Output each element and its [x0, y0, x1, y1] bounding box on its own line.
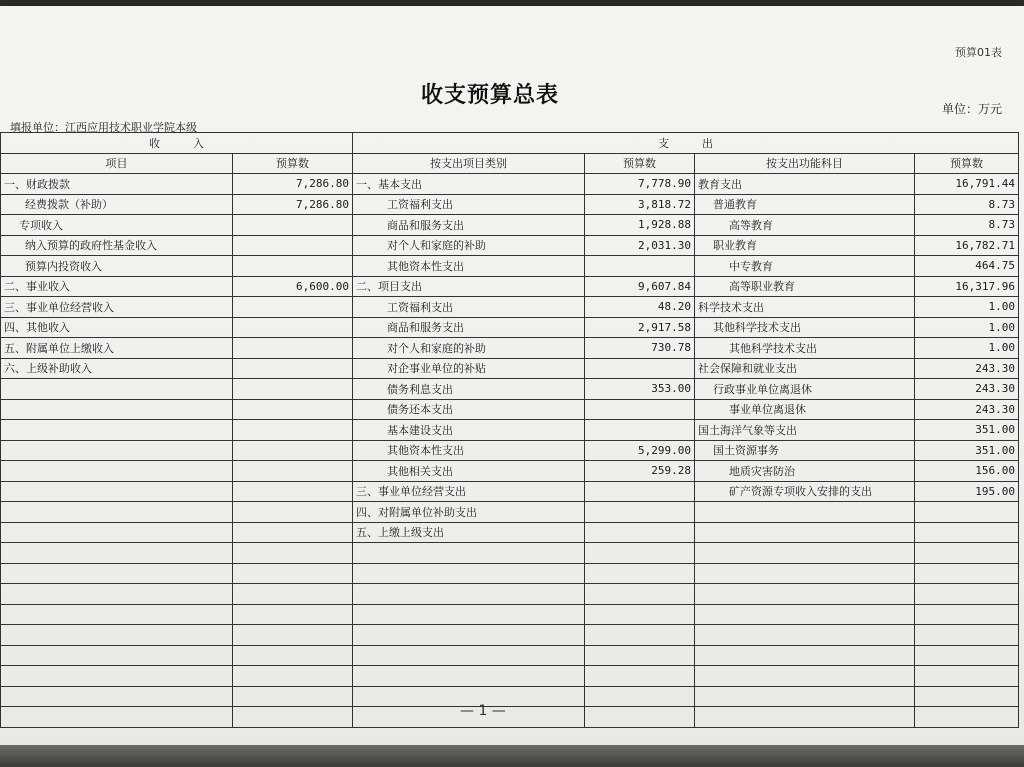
econ-item-cell: 四、对附属单位补助支出	[353, 502, 585, 523]
income-item-cell	[1, 707, 233, 728]
econ-budget-cell: 9,607.84	[585, 276, 695, 297]
income-item-cell	[1, 563, 233, 584]
income-item-cell: 二、事业收入	[1, 276, 233, 297]
income-budget-cell	[233, 379, 353, 400]
income-budget-cell	[233, 399, 353, 420]
func-item-cell	[695, 604, 915, 625]
func-budget-cell: 1.00	[915, 297, 1019, 318]
func-item-cell: 矿产资源专项收入安排的支出	[695, 481, 915, 502]
table-row	[1, 625, 1019, 646]
func-item-cell	[695, 563, 915, 584]
econ-budget-cell	[585, 707, 695, 728]
income-item-cell	[1, 645, 233, 666]
func-item-cell: 事业单位离退休	[695, 399, 915, 420]
econ-item-cell: 五、上缴上级支出	[353, 522, 585, 543]
table-row	[1, 174, 1019, 195]
econ-item-cell: 债务还本支出	[353, 399, 585, 420]
econ-budget-cell: 3,818.72	[585, 194, 695, 215]
econ-budget-cell	[585, 584, 695, 605]
func-budget-cell	[915, 686, 1019, 707]
income-item-cell	[1, 399, 233, 420]
func-item-cell: 高等职业教育	[695, 276, 915, 297]
table-row	[1, 645, 1019, 666]
income-item-cell	[1, 502, 233, 523]
income-item-cell	[1, 666, 233, 687]
func-item-cell	[695, 666, 915, 687]
income-item-cell: 一、财政拨款	[1, 174, 233, 195]
func-budget-cell	[915, 645, 1019, 666]
func-budget-cell: 464.75	[915, 256, 1019, 277]
econ-budget-cell	[585, 543, 695, 564]
table-row	[1, 379, 1019, 400]
income-item-cell: 五、附属单位上缴收入	[1, 338, 233, 359]
table-row	[1, 194, 1019, 215]
table-header-row	[1, 133, 1019, 154]
income-budget-cell	[233, 522, 353, 543]
func-budget-cell	[915, 502, 1019, 523]
econ-budget-cell: 2,917.58	[585, 317, 695, 338]
table-row	[1, 358, 1019, 379]
income-budget-cell	[233, 215, 353, 236]
econ-budget-cell: 5,299.00	[585, 440, 695, 461]
income-item-cell	[1, 604, 233, 625]
econ-budget-cell	[585, 420, 695, 441]
econ-item-cell: 债务利息支出	[353, 379, 585, 400]
func-budget-cell	[915, 707, 1019, 728]
econ-budget-cell	[585, 522, 695, 543]
page-title: 收支预算总表	[420, 82, 559, 108]
func-item-cell	[695, 522, 915, 543]
col-budget-econ: 预算数	[585, 153, 695, 174]
func-budget-cell: 156.00	[915, 461, 1019, 482]
econ-budget-cell: 353.00	[585, 379, 695, 400]
func-budget-cell	[915, 666, 1019, 687]
table-row	[1, 481, 1019, 502]
income-budget-cell	[233, 420, 353, 441]
func-budget-cell: 243.30	[915, 358, 1019, 379]
income-budget-cell: 7,286.80	[233, 174, 353, 195]
func-budget-cell: 16,317.96	[915, 276, 1019, 297]
econ-item-cell	[353, 563, 585, 584]
income-budget-cell	[233, 440, 353, 461]
unit-label: 单位：万元	[941, 102, 1002, 116]
econ-item-cell: 基本建设支出	[353, 420, 585, 441]
income-budget-cell	[233, 256, 353, 277]
table-row	[1, 543, 1019, 564]
expense-header: 支 出	[353, 133, 1019, 154]
econ-item-cell: 三、事业单位经营支出	[353, 481, 585, 502]
table-row	[1, 707, 1019, 728]
func-item-cell: 教育支出	[695, 174, 915, 195]
income-budget-cell: 7,286.80	[233, 194, 353, 215]
table-row	[1, 461, 1019, 482]
econ-budget-cell	[585, 563, 695, 584]
func-item-cell: 科学技术支出	[695, 297, 915, 318]
income-budget-cell	[233, 707, 353, 728]
econ-item-cell: 二、项目支出	[353, 276, 585, 297]
income-budget-cell	[233, 604, 353, 625]
table-row	[1, 297, 1019, 318]
econ-item-cell: 工资福利支出	[353, 194, 585, 215]
income-item-cell	[1, 440, 233, 461]
income-item-cell	[1, 379, 233, 400]
econ-budget-cell: 1,928.88	[585, 215, 695, 236]
func-budget-cell	[915, 543, 1019, 564]
income-item-cell	[1, 481, 233, 502]
background-edge-bottom	[0, 745, 1024, 767]
income-budget-cell	[233, 563, 353, 584]
func-item-cell: 普通教育	[695, 194, 915, 215]
func-item-cell	[695, 543, 915, 564]
econ-item-cell: 商品和服务支出	[353, 215, 585, 236]
econ-budget-cell	[585, 256, 695, 277]
income-item-cell: 纳入预算的政府性基金收入	[1, 235, 233, 256]
econ-budget-cell	[585, 604, 695, 625]
func-budget-cell	[915, 604, 1019, 625]
econ-item-cell	[353, 625, 585, 646]
econ-budget-cell	[585, 399, 695, 420]
func-budget-cell: 351.00	[915, 440, 1019, 461]
col-item: 项目	[1, 153, 233, 174]
econ-item-cell: 商品和服务支出	[353, 317, 585, 338]
income-budget-cell	[233, 358, 353, 379]
col-budget-func: 预算数	[915, 153, 1019, 174]
table-row	[1, 502, 1019, 523]
func-budget-cell: 1.00	[915, 317, 1019, 338]
income-item-cell	[1, 522, 233, 543]
econ-budget-cell: 48.20	[585, 297, 695, 318]
func-item-cell: 国土资源事务	[695, 440, 915, 461]
econ-budget-cell	[585, 645, 695, 666]
econ-budget-cell	[585, 666, 695, 687]
table-row	[1, 666, 1019, 687]
func-item-cell	[695, 686, 915, 707]
table-row	[1, 420, 1019, 441]
func-item-cell: 行政事业单位离退休	[695, 379, 915, 400]
income-item-cell	[1, 625, 233, 646]
income-item-cell: 四、其他收入	[1, 317, 233, 338]
income-item-cell	[1, 461, 233, 482]
income-budget-cell	[233, 645, 353, 666]
econ-item-cell: 工资福利支出	[353, 297, 585, 318]
table-row	[1, 256, 1019, 277]
table-row	[1, 215, 1019, 236]
income-header: 收 入	[1, 133, 353, 154]
filler-unit: 填报单位：江西应用技术职业学院本级	[10, 121, 197, 134]
econ-budget-cell: 2,031.30	[585, 235, 695, 256]
income-item-cell: 专项收入	[1, 215, 233, 236]
table-row	[1, 686, 1019, 707]
income-budget-cell	[233, 666, 353, 687]
income-item-cell: 经费拨款（补助）	[1, 194, 233, 215]
col-budget-income: 预算数	[233, 153, 353, 174]
func-budget-cell: 243.30	[915, 379, 1019, 400]
income-item-cell	[1, 686, 233, 707]
econ-item-cell	[353, 604, 585, 625]
page-number: — 1 —	[460, 703, 506, 719]
income-budget-cell: 6,600.00	[233, 276, 353, 297]
income-budget-cell	[233, 235, 353, 256]
income-item-cell: 预算内投资收入	[1, 256, 233, 277]
econ-item-cell	[353, 543, 585, 564]
func-budget-cell: 16,782.71	[915, 235, 1019, 256]
func-budget-cell	[915, 563, 1019, 584]
func-item-cell: 地质灾害防治	[695, 461, 915, 482]
table-subheader-row	[1, 153, 1019, 174]
func-item-cell: 中专教育	[695, 256, 915, 277]
table-row	[1, 317, 1019, 338]
income-item-cell	[1, 420, 233, 441]
table-row	[1, 563, 1019, 584]
func-item-cell	[695, 502, 915, 523]
income-budget-cell	[233, 481, 353, 502]
income-item-cell	[1, 543, 233, 564]
econ-item-cell	[353, 584, 585, 605]
income-budget-cell	[233, 297, 353, 318]
table-row	[1, 399, 1019, 420]
table-row	[1, 522, 1019, 543]
func-budget-cell	[915, 584, 1019, 605]
econ-item-cell: 其他资本性支出	[353, 256, 585, 277]
func-item-cell: 职业教育	[695, 235, 915, 256]
col-func-subject: 按支出功能科目	[695, 153, 915, 174]
econ-item-cell: 对企事业单位的补贴	[353, 358, 585, 379]
econ-budget-cell	[585, 686, 695, 707]
econ-budget-cell	[585, 358, 695, 379]
func-budget-cell	[915, 522, 1019, 543]
document-page	[0, 6, 1024, 751]
econ-item-cell: 其他资本性支出	[353, 440, 585, 461]
income-item-cell: 六、上级补助收入	[1, 358, 233, 379]
func-item-cell: 其他科学技术支出	[695, 338, 915, 359]
econ-budget-cell	[585, 502, 695, 523]
table-row	[1, 235, 1019, 256]
income-budget-cell	[233, 625, 353, 646]
income-item-cell: 三、事业单位经营收入	[1, 297, 233, 318]
table-row	[1, 604, 1019, 625]
table-row	[1, 338, 1019, 359]
econ-item-cell: 对个人和家庭的补助	[353, 235, 585, 256]
func-item-cell: 国土海洋气象等支出	[695, 420, 915, 441]
func-budget-cell: 16,791.44	[915, 174, 1019, 195]
func-item-cell	[695, 645, 915, 666]
econ-item-cell: 其他相关支出	[353, 461, 585, 482]
econ-budget-cell	[585, 481, 695, 502]
func-budget-cell: 1.00	[915, 338, 1019, 359]
func-item-cell	[695, 707, 915, 728]
econ-item-cell	[353, 666, 585, 687]
func-item-cell: 其他科学技术支出	[695, 317, 915, 338]
econ-item-cell	[353, 645, 585, 666]
econ-budget-cell	[585, 625, 695, 646]
func-budget-cell	[915, 625, 1019, 646]
func-budget-cell: 351.00	[915, 420, 1019, 441]
form-code: 预算01表	[955, 46, 1002, 59]
func-item-cell	[695, 584, 915, 605]
income-item-cell	[1, 584, 233, 605]
func-budget-cell: 8.73	[915, 215, 1019, 236]
econ-item-cell: 一、基本支出	[353, 174, 585, 195]
table-row	[1, 276, 1019, 297]
income-budget-cell	[233, 461, 353, 482]
func-budget-cell: 8.73	[915, 194, 1019, 215]
table-row	[1, 584, 1019, 605]
income-budget-cell	[233, 584, 353, 605]
func-budget-cell: 243.30	[915, 399, 1019, 420]
func-item-cell	[695, 625, 915, 646]
income-budget-cell	[233, 502, 353, 523]
budget-table	[0, 132, 1019, 728]
econ-budget-cell: 7,778.90	[585, 174, 695, 195]
income-budget-cell	[233, 543, 353, 564]
func-item-cell: 社会保障和就业支出	[695, 358, 915, 379]
income-budget-cell	[233, 317, 353, 338]
income-budget-cell	[233, 686, 353, 707]
income-budget-cell	[233, 338, 353, 359]
func-item-cell: 高等教育	[695, 215, 915, 236]
table-row	[1, 440, 1019, 461]
econ-budget-cell: 259.28	[585, 461, 695, 482]
econ-item-cell: 对个人和家庭的补助	[353, 338, 585, 359]
econ-budget-cell: 730.78	[585, 338, 695, 359]
func-budget-cell: 195.00	[915, 481, 1019, 502]
col-econ-category: 按支出项目类别	[353, 153, 585, 174]
